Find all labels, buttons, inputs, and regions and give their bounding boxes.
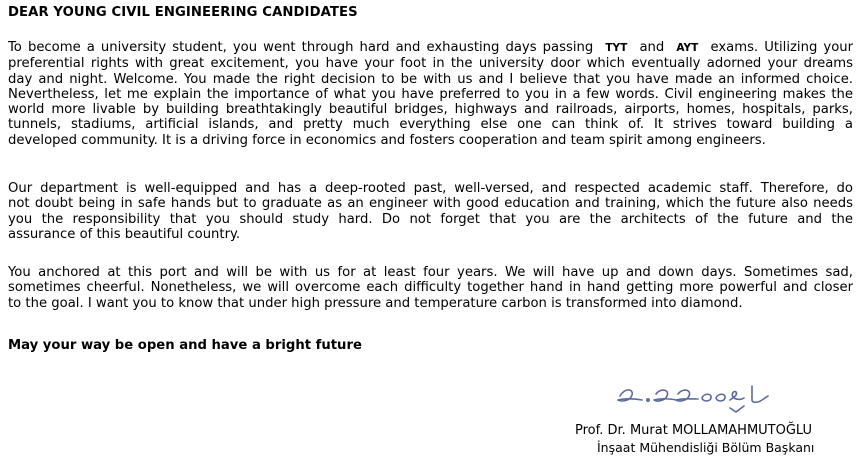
paragraph-line: developed community. It is a driving force in economics and fosters cooperation and team spirit among engineers. [8,132,766,148]
paragraph-line: assurance of this beautiful country. [8,226,241,242]
closing-line: May your way be open and have a bright future [8,338,362,353]
signature-strokes [618,386,768,412]
paragraph-encouragement [8,265,853,311]
paragraph-intro [8,40,853,148]
exam-ayt-label: AYT [676,42,699,54]
letter-title: DEAR YOUNG CIVIL ENGINEERING CANDIDATES [8,5,358,20]
exam-tyt-label: TYT [605,42,628,54]
paragraph-line: world more livable by building breathtakingly beautiful bridges, highways and railroads, airports, homes, hospitals, parks, [8,102,853,118]
paragraph-line: you the responsibility that you should study hard. Do not forget that you are the architects of the future and the [8,211,853,227]
paragraph-line: day and night. Welcome. You made the right decision to be with us and I believe that you have made an informed choice. [8,71,853,87]
paragraph-line: to the goal. I want you to know that under high pressure and temperature carbon is transformed into diamond. [8,295,743,311]
paragraph-line: Nevertheless, let me explain the importance of what you have preferred to you in a few words. Civil engineering makes the [8,86,853,102]
paragraph-line: sometimes cheerful. Nonetheless, we will overcome each difficulty together hand in hand getting more powerful and closer [8,280,853,296]
paragraph-text: To become a university student, you went through hard and exhausting days passing [8,40,594,55]
handwritten-signature [612,378,792,418]
paragraph-line [8,40,853,56]
paragraph-line: not doubt being in safe hands but to graduate as an engineer with good education and training, which the future also needs [8,196,853,212]
paragraph-line: preferential rights with great excitement, you have your foot in the university door which eventually adorned your dreams [8,56,853,72]
signatory-department: İnşaat Mühendisliği Bölüm Başkanı [597,440,815,455]
paragraph-text: exams. Utilizing your [710,40,854,55]
signatory-name: Prof. Dr. Murat MOLLAMAHMUTOĞLU [575,423,813,438]
paragraph-line: tunnels, stadiums, artificial islands, and pretty much everything else one can think of. It strives toward building a [8,117,853,133]
paragraph-text: and [639,40,665,55]
paragraph-department [8,181,853,242]
paragraph-line: Our department is well-equipped and has a deep-rooted past, well-versed, and respected academic staff. Therefore, do [8,181,853,196]
paragraph-line: You anchored at this port and will be with us for at least four years. We will have up and down days. Sometimes sad, [8,265,853,280]
